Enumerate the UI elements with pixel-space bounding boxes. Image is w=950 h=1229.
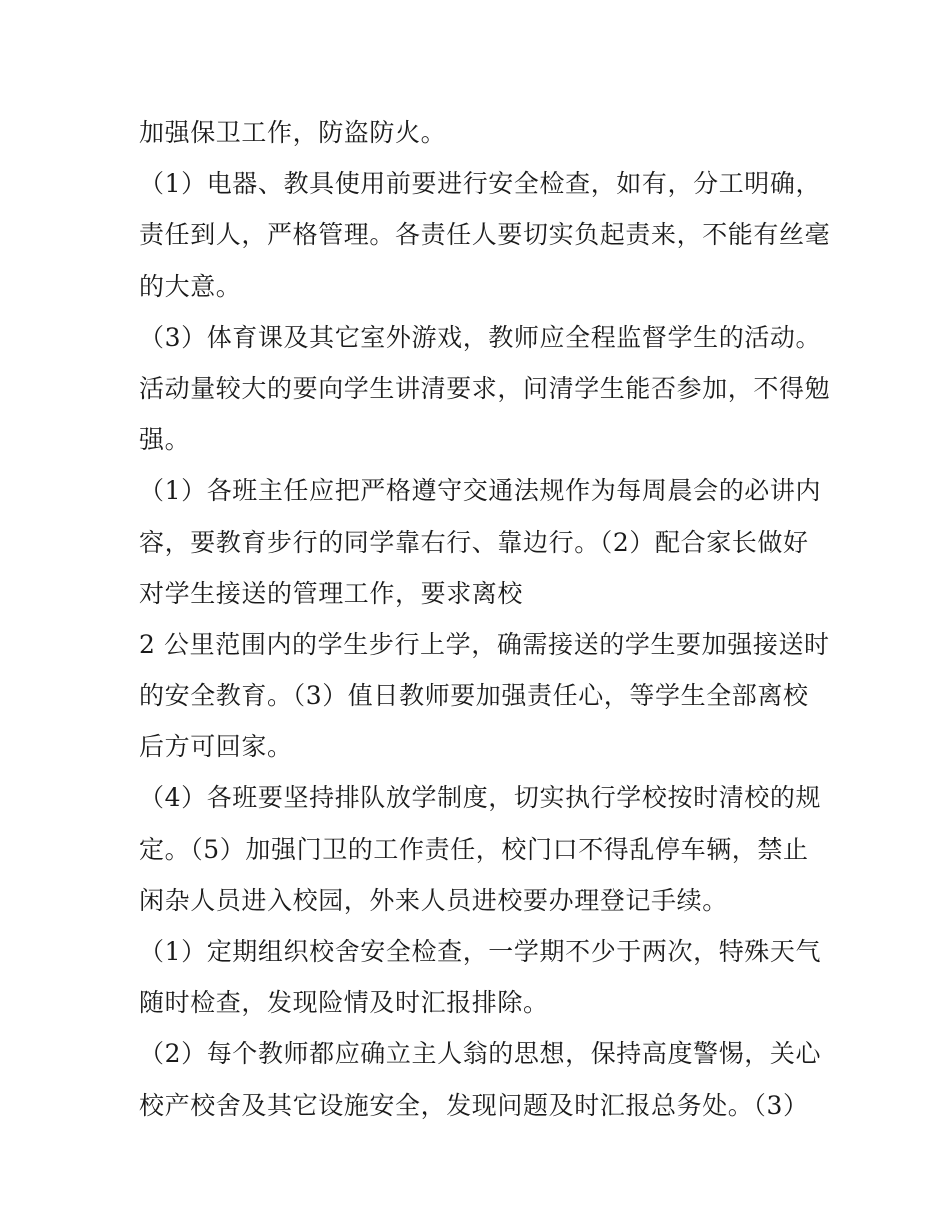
text-line: 的安全教育。（3）值日教师要加强责任心，等学生全部离校 <box>139 681 809 711</box>
text-line: 后方可回家。 <box>139 732 293 762</box>
document-body <box>139 107 831 1131</box>
text-line: （1）各班主任应把严格遵守交通法规作为每周晨会的必讲内 <box>139 476 822 506</box>
text-line: （1）电器、教具使用前要进行安全检查，如有，分工明确， <box>139 169 822 199</box>
text-line: 强。 <box>139 425 191 455</box>
text-line: （1）定期组织校舍安全检查，一学期不少于两次，特殊天气 <box>139 937 822 966</box>
text-line: （3）体育课及其它室外游戏，教师应全程监督学生的活动。 <box>139 322 822 352</box>
text-line: 活动量较大的要向学生讲清要求，问清学生能否参加，不得勉 <box>139 373 831 403</box>
text-line: 闲杂人员进入校园，外来人员进校要办理登记手续。 <box>139 885 728 915</box>
text-line: 对学生接送的管理工作，要求离校 <box>139 578 524 608</box>
text-line: 2 公里范围内的学生步行上学，确需接送的学生要加强接送时 <box>139 629 830 659</box>
text-line: 定。（5）加强门卫的工作责任，校门口不得乱停车辆，禁止 <box>139 834 809 864</box>
text-line: 校产校舍及其它设施安全，发现问题及时汇报总务处。（3） <box>139 1090 809 1120</box>
text-line: （4）各班要坚持排队放学制度，切实执行学校按时清校的规 <box>139 783 822 813</box>
text-line: 的大意。 <box>139 271 242 301</box>
text-line: 加强保卫工作，防盗防火。 <box>139 118 447 147</box>
text-line: 责任到人，严格管理。各责任人要切实负起责来，不能有丝毫 <box>139 220 831 250</box>
text-line: 随时检查，发现险情及时汇报排除。 <box>139 988 549 1018</box>
text-line: （2）每个教师都应确立主人翁的思想，保持高度警惕，关心 <box>139 1039 822 1069</box>
text-line: 容，要教育步行的同学靠右行、靠边行。（2）配合家长做好 <box>139 527 809 557</box>
